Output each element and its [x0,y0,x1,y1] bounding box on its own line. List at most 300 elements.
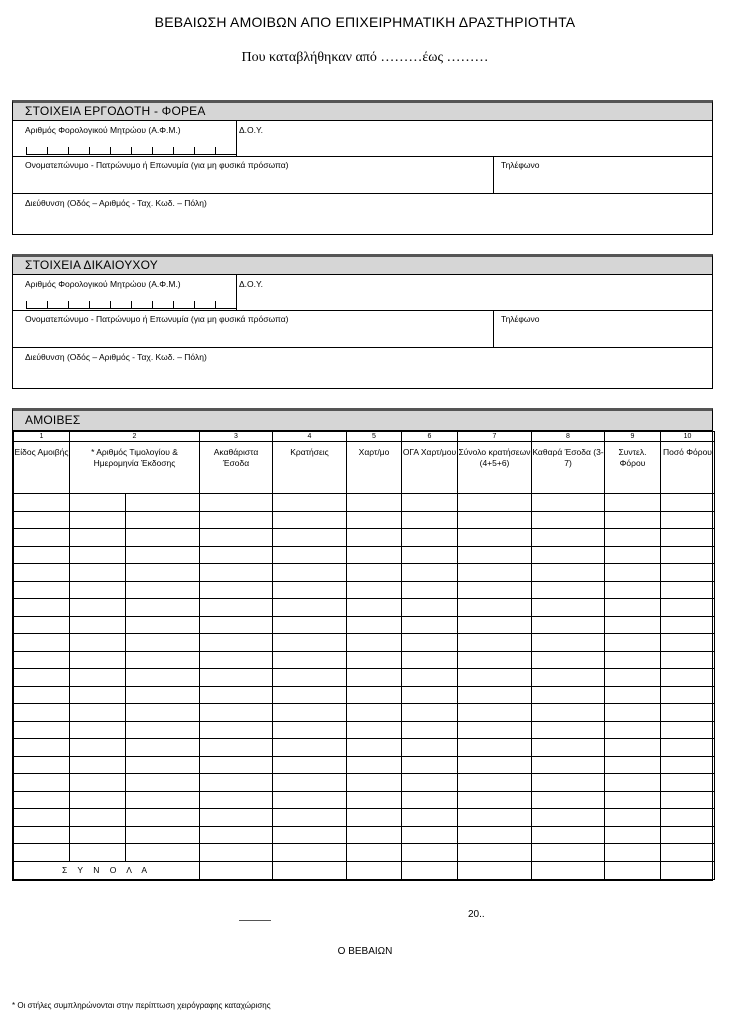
table-cell[interactable] [200,686,273,704]
table-cell[interactable] [605,616,661,634]
table-cell[interactable] [200,581,273,599]
table-cell[interactable] [200,511,273,529]
table-cell[interactable] [532,739,605,757]
table-row [14,774,715,792]
table-cell[interactable] [661,634,715,652]
table-cell[interactable] [458,826,532,844]
table-cell[interactable] [126,564,200,582]
table-cell[interactable] [532,494,605,512]
table-cell[interactable] [532,721,605,739]
table-cell[interactable] [661,756,715,774]
table-cell[interactable] [402,826,458,844]
table-cell[interactable] [532,669,605,687]
table-cell[interactable] [605,774,661,792]
table-cell[interactable] [458,721,532,739]
table-cell[interactable] [200,739,273,757]
table-cell[interactable] [347,791,402,809]
table-cell[interactable] [402,686,458,704]
table-cell[interactable] [402,809,458,827]
table-cell[interactable] [14,739,70,757]
table-cell[interactable] [532,686,605,704]
table-cell[interactable] [347,686,402,704]
table-cell[interactable] [402,494,458,512]
table-cell[interactable] [200,564,273,582]
table-cell[interactable] [661,651,715,669]
col-number: 9 [605,432,661,442]
col-number: 5 [347,432,402,442]
table-cell[interactable] [200,599,273,617]
table-cell[interactable] [70,844,126,862]
table-cell[interactable] [126,809,200,827]
table-cell[interactable] [661,721,715,739]
table-cell[interactable] [14,634,70,652]
table-cell[interactable] [14,494,70,512]
table-cell[interactable] [70,721,126,739]
table-cell[interactable] [661,529,715,547]
table-cell[interactable] [532,564,605,582]
table-cell[interactable] [126,599,200,617]
beneficiary-address-row[interactable] [13,348,712,384]
table-cell[interactable] [14,599,70,617]
table-cell[interactable] [402,511,458,529]
beneficiary-doy-label: Δ.Ο.Υ. [239,279,263,289]
col-header-tax-amount: Ποσό Φόρου [661,442,715,494]
table-cell[interactable] [70,511,126,529]
table-cell[interactable] [605,546,661,564]
employer-section [12,100,713,235]
employer-name-label: Ονοματεπώνυμο - Πατρώνυμο ή Επωνυμία (για μη φυσικά πρόσωπα) [25,160,289,170]
table-cell[interactable] [273,721,347,739]
total-cell[interactable] [532,861,605,879]
table-cell[interactable] [14,826,70,844]
table-cell[interactable] [347,564,402,582]
table-cell[interactable] [70,756,126,774]
table-cell[interactable] [273,494,347,512]
employer-address-row[interactable] [13,194,712,230]
table-cell[interactable] [458,651,532,669]
table-cell[interactable] [347,739,402,757]
table-row [14,844,715,862]
col-header-deductions: Κρατήσεις [273,442,347,494]
col-header-net: Καθαρά Έσοδα (3-7) [532,442,605,494]
table-cell[interactable] [347,546,402,564]
table-cell[interactable] [661,546,715,564]
total-cell[interactable] [661,861,715,879]
table-row [14,511,715,529]
col-number: 7 [458,432,532,442]
table-cell[interactable] [402,704,458,722]
table-cell[interactable] [70,669,126,687]
table-cell[interactable] [532,809,605,827]
total-cell[interactable] [347,861,402,879]
table-cell[interactable] [458,844,532,862]
table-cell[interactable] [126,546,200,564]
beneficiary-heading: ΣΤΟΙΧΕΙΑ ΔΙΚΑΙΟΥΧΟΥ [13,257,712,275]
table-cell[interactable] [605,791,661,809]
table-cell[interactable] [70,581,126,599]
table-cell[interactable] [273,809,347,827]
table-cell[interactable] [273,791,347,809]
table-cell[interactable] [14,721,70,739]
table-cell[interactable] [605,581,661,599]
table-cell[interactable] [70,791,126,809]
table-row [14,669,715,687]
table-cell[interactable] [402,774,458,792]
table-cell[interactable] [347,511,402,529]
table-cell[interactable] [126,844,200,862]
table-cell[interactable] [532,791,605,809]
table-cell[interactable] [458,634,532,652]
table-cell[interactable] [70,616,126,634]
col-number: 2 [70,432,200,442]
table-cell[interactable] [402,634,458,652]
table-cell[interactable] [273,511,347,529]
table-cell[interactable] [402,564,458,582]
table-cell[interactable] [70,826,126,844]
total-cell[interactable] [200,861,273,879]
table-cell[interactable] [14,791,70,809]
table-cell[interactable] [14,529,70,547]
table-cell[interactable] [402,739,458,757]
table-cell[interactable] [532,599,605,617]
table-cell[interactable] [402,599,458,617]
period-subtitle: Που καταβλήθηκαν από ………έως ……… [241,50,489,65]
table-cell[interactable] [70,651,126,669]
table-cell[interactable] [14,616,70,634]
table-cell[interactable] [200,774,273,792]
table-cell[interactable] [605,494,661,512]
table-cell[interactable] [70,739,126,757]
table-cell[interactable] [402,651,458,669]
table-row [14,634,715,652]
table-cell[interactable] [661,511,715,529]
beneficiary-phone-label: Τηλέφωνο [501,314,540,324]
table-cell[interactable] [347,756,402,774]
table-row [14,546,715,564]
table-row [14,739,715,757]
table-cell[interactable] [14,756,70,774]
table-cell[interactable] [347,494,402,512]
table-cell[interactable] [402,616,458,634]
table-cell[interactable] [126,739,200,757]
table-cell[interactable] [605,599,661,617]
column-number-row [14,432,715,442]
table-cell[interactable] [70,704,126,722]
table-cell[interactable] [200,826,273,844]
table-cell[interactable] [273,616,347,634]
table-cell[interactable] [200,529,273,547]
table-cell[interactable] [532,826,605,844]
table-cell[interactable] [605,511,661,529]
table-cell[interactable] [605,756,661,774]
table-cell[interactable] [402,756,458,774]
table-cell[interactable] [661,599,715,617]
table-cell[interactable] [402,669,458,687]
table-cell[interactable] [458,739,532,757]
table-cell[interactable] [347,704,402,722]
table-cell[interactable] [532,704,605,722]
beneficiary-name-row[interactable] [13,311,712,348]
table-cell[interactable] [661,844,715,862]
table-cell[interactable] [402,529,458,547]
table-cell[interactable] [347,581,402,599]
total-cell[interactable] [605,861,661,879]
table-cell[interactable] [661,809,715,827]
table-cell[interactable] [347,721,402,739]
table-cell[interactable] [273,739,347,757]
table-cell[interactable] [532,651,605,669]
table-cell[interactable] [347,634,402,652]
table-cell[interactable] [661,739,715,757]
table-cell[interactable] [605,634,661,652]
table-cell[interactable] [661,616,715,634]
table-cell[interactable] [661,564,715,582]
table-cell[interactable] [14,511,70,529]
table-cell[interactable] [347,651,402,669]
table-cell[interactable] [14,704,70,722]
table-cell[interactable] [14,774,70,792]
col-header-invoice: * Αριθμός Τιμολογίου & Ημερομηνία Έκδοσης [70,442,200,494]
employer-afm-label: Αριθμός Φορολογικού Μητρώου (Α.Φ.Μ.) [25,125,181,135]
table-cell[interactable] [273,704,347,722]
table-cell[interactable] [200,791,273,809]
table-cell[interactable] [347,809,402,827]
table-cell[interactable] [126,669,200,687]
table-cell[interactable] [273,581,347,599]
table-cell[interactable] [661,791,715,809]
total-cell[interactable] [402,861,458,879]
table-cell[interactable] [126,791,200,809]
col-number: 4 [273,432,347,442]
table-cell[interactable] [200,721,273,739]
table-cell[interactable] [126,616,200,634]
table-cell[interactable] [200,669,273,687]
table-cell[interactable] [458,529,532,547]
table-cell[interactable] [14,651,70,669]
table-cell[interactable] [14,581,70,599]
table-cell[interactable] [458,494,532,512]
table-cell[interactable] [126,826,200,844]
employer-name-row[interactable] [13,157,712,194]
employer-phone-label: Τηλέφωνο [501,160,540,170]
table-cell[interactable] [661,774,715,792]
table-row [14,826,715,844]
col-header-stamp: Χαρτ/μο [347,442,402,494]
table-cell[interactable] [200,756,273,774]
table-row [14,529,715,547]
table-cell[interactable] [458,791,532,809]
table-cell[interactable] [661,826,715,844]
table-cell[interactable] [605,721,661,739]
table-cell[interactable] [402,791,458,809]
table-cell[interactable] [70,686,126,704]
table-cell[interactable] [347,529,402,547]
table-cell[interactable] [532,634,605,652]
beneficiary-afm-field[interactable] [26,301,236,309]
table-cell[interactable] [347,599,402,617]
table-cell[interactable] [347,826,402,844]
table-cell[interactable] [458,546,532,564]
table-cell[interactable] [70,494,126,512]
table-cell[interactable] [126,756,200,774]
table-cell[interactable] [273,546,347,564]
table-cell[interactable] [458,774,532,792]
table-cell[interactable] [126,774,200,792]
table-cell[interactable] [605,651,661,669]
table-cell[interactable] [70,564,126,582]
table-cell[interactable] [661,581,715,599]
table-cell[interactable] [458,511,532,529]
table-cell[interactable] [200,651,273,669]
table-cell[interactable] [458,686,532,704]
table-cell[interactable] [458,809,532,827]
table-cell[interactable] [347,844,402,862]
table-cell[interactable] [273,756,347,774]
table-cell[interactable] [273,686,347,704]
table-cell[interactable] [200,704,273,722]
table-cell[interactable] [273,669,347,687]
table-row [14,651,715,669]
table-cell[interactable] [532,616,605,634]
table-cell[interactable] [458,704,532,722]
table-cell[interactable] [605,704,661,722]
table-cell[interactable] [661,704,715,722]
table-row [14,791,715,809]
table-cell[interactable] [14,669,70,687]
table-cell[interactable] [532,774,605,792]
table-cell[interactable] [347,616,402,634]
table-cell[interactable] [458,616,532,634]
table-cell[interactable] [200,844,273,862]
table-cell[interactable] [70,529,126,547]
table-cell[interactable] [200,494,273,512]
table-cell[interactable] [126,721,200,739]
table-cell[interactable] [458,599,532,617]
table-cell[interactable] [200,546,273,564]
table-row [14,616,715,634]
table-cell[interactable] [200,616,273,634]
table-cell[interactable] [532,511,605,529]
table-cell[interactable] [605,564,661,582]
employer-afm-row [13,121,712,157]
table-cell[interactable] [458,581,532,599]
total-cell[interactable] [273,861,347,879]
table-cell[interactable] [605,686,661,704]
table-cell[interactable] [605,739,661,757]
table-row [14,756,715,774]
table-cell[interactable] [532,529,605,547]
table-cell[interactable] [126,634,200,652]
table-cell[interactable] [273,826,347,844]
table-cell[interactable] [70,634,126,652]
table-cell[interactable] [14,844,70,862]
table-cell[interactable] [126,686,200,704]
table-cell[interactable] [70,774,126,792]
table-cell[interactable] [273,599,347,617]
table-cell[interactable] [126,651,200,669]
col-header-tax-rate: Συντελ. Φόρου [605,442,661,494]
total-cell[interactable] [458,861,532,879]
table-cell[interactable] [532,546,605,564]
table-cell[interactable] [126,494,200,512]
table-cell[interactable] [14,546,70,564]
table-cell[interactable] [273,529,347,547]
table-cell[interactable] [70,599,126,617]
col-number: 6 [402,432,458,442]
table-cell[interactable] [402,844,458,862]
table-cell[interactable] [70,546,126,564]
fees-heading: ΑΜΟΙΒΕΣ [13,411,712,431]
beneficiary-afm-label: Αριθμός Φορολογικού Μητρώου (Α.Φ.Μ.) [25,279,181,289]
table-cell[interactable] [273,634,347,652]
beneficiary-name-label: Ονοματεπώνυμο - Πατρώνυμο ή Επωνυμία (για μη φυσικά πρόσωπα) [25,314,289,324]
col-header-oga: ΟΓΑ Χαρτ/μου [402,442,458,494]
table-cell[interactable] [532,756,605,774]
table-cell[interactable] [402,721,458,739]
beneficiary-section [12,254,713,389]
table-cell[interactable] [273,564,347,582]
totals-label: Σ Υ Ν Ο Λ Α [14,861,200,879]
table-cell[interactable] [605,669,661,687]
table-row [14,721,715,739]
table-cell[interactable] [14,809,70,827]
table-cell[interactable] [458,564,532,582]
table-cell[interactable] [126,704,200,722]
table-cell[interactable] [70,809,126,827]
table-cell[interactable] [605,529,661,547]
table-cell[interactable] [347,774,402,792]
table-cell[interactable] [126,529,200,547]
col-number: 8 [532,432,605,442]
table-cell[interactable] [273,844,347,862]
table-row [14,704,715,722]
table-cell[interactable] [200,809,273,827]
table-cell[interactable] [200,634,273,652]
table-row [14,809,715,827]
table-cell[interactable] [458,669,532,687]
table-cell[interactable] [661,686,715,704]
column-header-row [14,442,715,494]
table-cell[interactable] [126,581,200,599]
table-cell[interactable] [273,774,347,792]
table-cell[interactable] [14,686,70,704]
table-cell[interactable] [402,546,458,564]
table-cell[interactable] [605,809,661,827]
table-cell[interactable] [347,669,402,687]
fees-section [12,408,713,881]
table-cell[interactable] [605,844,661,862]
table-cell[interactable] [661,494,715,512]
employer-afm-field[interactable] [26,147,236,155]
table-row [14,686,715,704]
table-cell[interactable] [126,511,200,529]
employer-heading: ΣΤΟΙΧΕΙΑ ΕΡΓΟΔΟΤΗ - ΦΟΡΕΑ [13,103,712,121]
date-line[interactable] [239,910,271,921]
table-cell[interactable] [532,581,605,599]
col-header-total-deductions: Σύνολο κρατήσεων (4+5+6) [458,442,532,494]
table-cell[interactable] [14,564,70,582]
table-cell[interactable] [532,844,605,862]
table-cell[interactable] [273,651,347,669]
col-number: 10 [661,432,715,442]
col-number: 3 [200,432,273,442]
beneficiary-afm-row [13,275,712,311]
table-cell[interactable] [458,756,532,774]
totals-row [14,861,715,879]
table-cell[interactable] [402,581,458,599]
table-cell[interactable] [605,826,661,844]
table-cell[interactable] [661,669,715,687]
